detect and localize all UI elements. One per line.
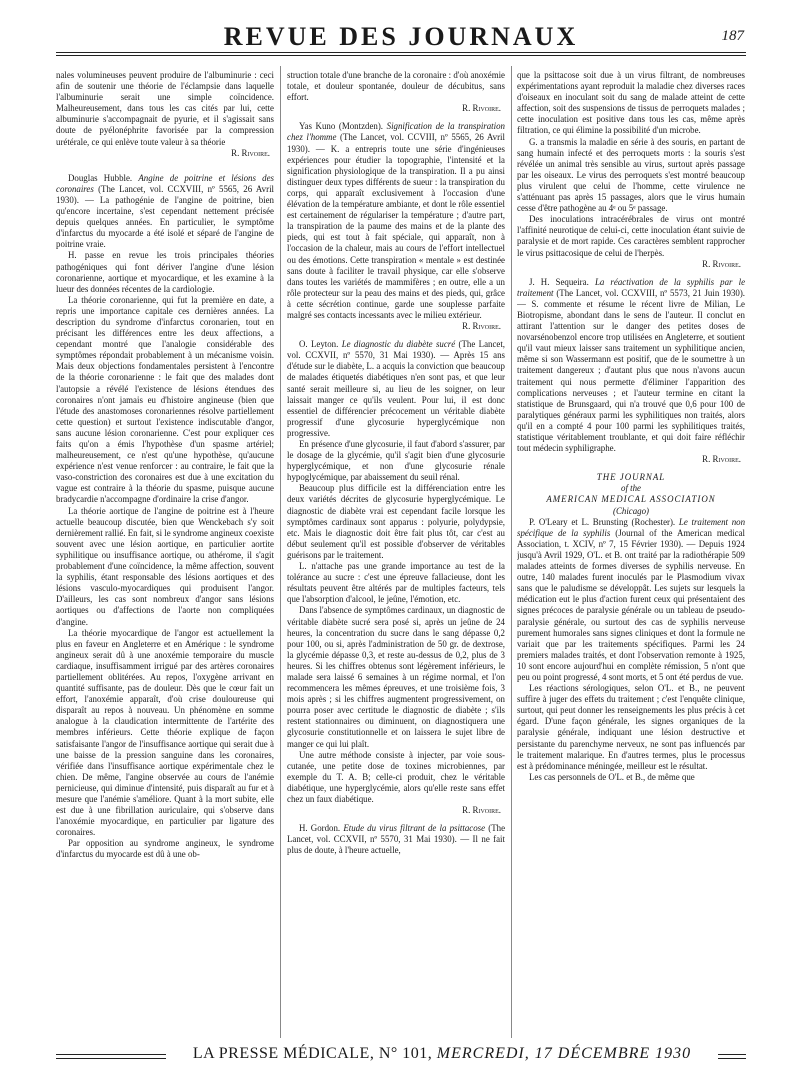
article-text: (The Lancet, vol. CCXVII, nº 5570, 31 Mai 1930). — Il ne fait plus de doute, à l'heure actuelle,: [287, 823, 505, 856]
paragraph: L. n'attache pas une grande importance au test de la tolérance au sucre : c'est une épreuve fallacieuse, dont les résultats peuvent être altérés par de multiples facteurs, tels que l'absorption d'alcool, le jeûne, l'émotion, etc.: [287, 561, 505, 605]
article-title: Etude du virus filtrant de la psittacose: [343, 823, 486, 834]
journal-heading: THE JOURNAL: [596, 472, 666, 483]
column-divider: [511, 66, 512, 1038]
footer-journal: LA PRESSE MÉDICALE, N° 101,: [192, 1045, 433, 1062]
article-text: (The Lancet, vol. CCVIII, nº 5565, 26 Avril 1930). — K. a entrepris toute une série d'ingénieuses expériences pour étudier la topographie, l'intensité et la signification physiologique de la transpiration. Il a pu ainsi distinguer deux types différents de sueur : la transpiration du corps, qui apparaît exclusivement à l'occasion d'une élévation de la température ambiante, et dont le rôle essentiel est certainement de régulariser la température ; d'autre part, la transpiration de la paume des mains et de la plante des pieds, qui est tout à fait spéciale, qui apparaît, non à l'occasion de la chaleur, mais au cours de l'effort intellectuel ou des émotions. Cette transpiration « mentale » est destinée sans doute à faciliter le travail physique, car elle s'observe dans toutes les variétés de mammifères ; en outre, elle a un rôle protecteur sur la peau des mains et des pieds, qui, grâce à cette sécrétion continue, garde une souplesse parfaite malgré ses contacts incessants avec le milieu extérieur.: [287, 132, 505, 320]
journal-heading: of the: [621, 483, 641, 494]
column-1: [56, 70, 274, 1038]
article-entry: [287, 339, 505, 439]
signature: R. Rivoire.: [462, 805, 501, 816]
paragraph: La théorie coronarienne, qui fut la première en date, a repris une importance capitale ces dernières années. La description du syndrome d'infarctus coronarien, tout en précisant les différences entre les deux affections, a cependant montré que l'analogie considérable des symptômes répondait probablement à un mécanisme voisin. Mais deux objections fondamentales persistent à l'encontre de la théorie coronarienne : le fait que des malades dont l'autopsie a révélé l'existence de lésions étendues des coronaires n'ont jamais eu d'histoire angineuse (bien que l'étude des anastomoses coronariennes résolve partiellement cette question) et surtout l'existence indiscutable d'angor, sans aucune lésion coronarienne. C'est pour expliquer ces faits qu'on a émis l'hypothèse d'un spasme artériel; malheureusement, ce n'est qu'une hypothèse, qu'aucune expérience n'est venue renforcer : au contraire, le fait que la vaso-constriction des coronaires est due à une excitation du vague est contraire à la théorie du spasme, puisque aucune bradycardie n'accompagne d'ordinaire la crise d'angor.: [56, 294, 274, 505]
article-entry: [287, 823, 505, 856]
article-entry: [517, 277, 745, 455]
article-author: P. O'Leary et L. Brunsting (Rochester).: [529, 516, 676, 527]
journal-heading: AMERICAN MEDICAL ASSOCIATION: [546, 494, 716, 505]
paragraph: Une autre méthode consiste à injecter, par voie sous-cutanée, une petite dose de toxines microbiennes, par exemple du T. A. B; celle-ci produit, chez le véritable diabétique, une hyperglycémie, alors qu'elle reste sans effet chez un faux diabétique.: [287, 749, 505, 804]
signature: R. Rivoire.: [462, 321, 501, 332]
column-2: [287, 70, 505, 1038]
page-footer: [56, 1044, 746, 1066]
article-entry: [287, 121, 505, 321]
article-title: Le traitement non spécifique de la syphilis: [517, 516, 745, 538]
column-3: [517, 70, 745, 1038]
paragraph: La théorie myocardique de l'angor est actuellement la plus en faveur en Angleterre et en Amérique : le syndrome angineux serait dû à une anoxémie temporaire du muscle cardiaque, insuffisamment irrigué par des artères coronaires partiellement oblitérées. Au repos, l'oxygène arrivant en quantité suffisante, pas de douleur. Dès que le cœur fait un effort, l'anoxémie apparaît, d'où crise douloureuse qui disparaît au repos à nouveau. Un phénomène en somme analogue à la claudication intermittente de l'artérite des membres inférieurs. Cette théorie explique de façon satisfaisante l'angor de l'insuffisance aortique qui serait due à une baisse de la pression sanguine dans les coronaires, vérifiée dans l'insuffisance aortique expérimentale chez le chien. De même, l'angine observée au cours de l'anémie pernicieuse, qui diminue d'intensité, puis disparaît au fur et à mesure que l'anémie s'améliore. Quant à la mort subite, elle est due à une fibrillation auriculaire, qui s'observe dans l'anoxémie myocardique, en particulier par ligature des coronaires.: [56, 627, 274, 838]
paragraph: Les cas personnels de O'L. et B., de même que: [529, 771, 695, 782]
signature: R. Rivoire.: [702, 454, 741, 465]
article-entry: [56, 173, 274, 251]
article-text: (The Lancet, vol. CCXVIII, nº 5573, 21 Juin 1930). — S. commente et résume le récent livre de Milian, Le Biotropisme, abondant dans le sens de l'auteur. Il conclut en attirant l'attention sur le danger des petites doses de novarsénobenzol encore trop utilisées en Angleterre, et soutient qu'il vaut mieux laisser sans traitement un syphilitique ancien, même si son Wassermann est positif, que de le soumettre à un traitement dangereux ; d'autant plus que nous n'avons aucun traitement qui nous permette d'éliminer l'apparition des complications nerveuses ; et l'auteur termine en citant la statistique de Brunsgaard, qui n'a trouvé que 0,6 pour 100 de paralytiques généraux parmi les syphilitiques non traités, alors qu'il en a compté 4 pour 100 parmi les syphilitiques traités, statistique véritablement troublante, et qui doit faire réfléchir tout médecin syphiligraphe.: [517, 287, 745, 454]
paragraph: G. a transmis la maladie en série à des souris, en partant de sang humain infecté et des perroquets morts : la souris s'est révélée un animal très sensible au virus, surtout après passage par les oiseaux. Le virus des perroquets s'est montré beaucoup plus virulent que celui de l'homme, cette virulence ne s'atténuant pas après 15 passages, alors que le virus humain cesse d'être pathogène au 4ᵉ ou 5ᵉ passage.: [517, 136, 745, 214]
article-text: (The Lancet, vol. CCXVIII, nº 5565, 26 Avril 1930). — La pathogénie de l'angine de poitrine, bien qu'encore incertaine, s'est cependant nettement précisée depuis quelques années. En particulier, le symptôme d'infarctus du myocarde a été isolé et séparé de l'angine de poitrine vraie.: [56, 183, 274, 250]
footer-text: [168, 1045, 716, 1063]
article-author: Yas Kuno (Montzden).: [299, 121, 383, 132]
article-text: (Journal of the American medical Association, t. XCIV, nº 7, 15 Février 1930). — Depuis 1924 jusqu'à Avril 1929, O'L. et B. ont traité par la radiothérapie 509 malades atteints de formes diverses de syphilis nerveuse. En outre, 140 malades furent inoculés par le Plasmodium vivax sans que le paludisme se développât. Les sujets sur lesquels la médication eut le plus d'action furent ceux qui présentaient des signes précoces de paralysie générale ou un tableau de pseudo-paralysie générale, ou surtout des cas de syphilis nerveuse purement humorales sans signes cliniques et dont la formule ne variait que par les traitements spécifiques. Parmi les 24 premiers malades traités, et dont l'observation remonte à 1925, 10 sont encore aujourd'hui en complète rémission, 5 n'ont que peu ou point progressé, 4 sont morts, et 5 ont été perdus de vue.: [517, 527, 745, 682]
article-author: Douglas Hubble.: [68, 172, 133, 183]
article-author: H. Gordon.: [299, 823, 341, 834]
article-title: Signification de la transpiration chez l'homme: [287, 121, 505, 143]
paragraph: La théorie aortique de l'angine de poitrine est à l'heure actuelle beaucoup discutée, bien que Wenckebach s'y soit dernièrement rallié. En fait, si le syndrome angineux coexiste souvent avec une lésion aortique, en particulier aortite syphilitique ou insuffisance aortique, ou athérome, il s'agit probablement d'une coïncidence, la même affection, souvent la syphilis, étant responsable des lésions aortiques et des lésions vasculo-myocardiques qui produisent l'angor. D'ailleurs, les cas sont nombreux d'angor sans lésions aortiques ou d'affections de l'aorte non compliquées d'angine.: [56, 505, 274, 627]
column-divider: [280, 66, 281, 1038]
footer-rule: [56, 1054, 166, 1059]
article-author: J. H. Sequeira.: [529, 276, 589, 287]
article-text: (The Lancet, vol. CCXVII, nº 5570, 31 Mai 1930). — Après 15 ans d'étude sur le diabète, L. a acquis la conviction que beaucoup de malades étiquetés diabétiques n'en sont pas, et que leur santé serait meilleure si, au lieu de les soigner, on leur laissait manger ce qu'ils veulent. Pour lui, il est donc essentiel de différencier précocement un véritable diabète progressif d'une glycosurie hyperglycémique non progressive.: [287, 339, 505, 438]
paragraph: Des inoculations intracérébrales de virus ont montré l'affinité neurotique de celui-ci, cette inoculation étant suivie de paralysie et de mort rapide. Ces caractères semblent rapprocher le virus psittacosique de celui de l'herpès.: [517, 214, 745, 258]
article-entry: [517, 517, 745, 683]
footer-rule: [718, 1054, 746, 1059]
paragraph: H. passe en revue les trois principales théories pathogéniques qui font dériver l'angine d'une lésion coronarienne, aortique et myocardique, et les examine à la lueur des données récentes de la cardiologie.: [56, 250, 274, 294]
article-title: La réactivation de la syphilis par le traitement: [517, 276, 745, 298]
paragraph: struction totale d'une branche de la coronaire : d'où anoxémie totale, et douleur spontanée, douleur de décubitus, sans effort.: [287, 70, 505, 103]
paragraph: Beaucoup plus difficile est la différenciation entre les deux variétés décrites de glycosurie hyperglycémique. Le diagnostic de diabète vrai est cependant facile lorsque les symptômes cardinaux sont apparus : polyurie, polydypsie, etc. Mais le diagnostic doit être fait plus tôt, car c'est au début seulement qu'il est possible d'observer de véritables guérisons par le traitement.: [287, 483, 505, 560]
paragraph: En présence d'une glycosurie, il faut d'abord s'assurer, par le dosage de la glycémie, qu'il s'agit bien d'une glycosurie hyperglycémique, et non d'une glycosurie rénale hypoglycémique, par abaissement du seuil rénal.: [287, 439, 505, 483]
article-title: Angine de poitrine et lésions des coronaires: [56, 172, 274, 194]
header-rule: [56, 52, 746, 56]
paragraph: nales volumineuses peuvent produire de l'albuminurie : ceci afin de soutenir une théorie de l'éclampsie dans laquelle l'albuminurie serait une simple coïncidence. Malheureusement, dans tous les cas cités par lui, cette albuminurie s'accompagnait de pyurie, et il s'agissait sans doute de pyélonéphrite favorisée par la compression urétérale, ce qui enlève toute valeur à sa théorie: [56, 70, 274, 147]
page-header: [56, 20, 746, 50]
signature: R. Rivoire.: [231, 147, 270, 158]
signature: R. Rivoire.: [702, 258, 741, 269]
signature: R. Rivoire.: [462, 103, 501, 114]
paragraph: Dans l'absence de symptômes cardinaux, un diagnostic de véritable diabète sucré sera posé si, après un jeûne de 24 heures, la concentration du sucre dans le sang dépasse 0,2 pour 100, ou si, après l'administration de 50 gr. de dextrose, la glycémie dépasse 0,3, et reste au-dessus de 0,2, plus de 3 heures. Si les chiffres obtenus sont légèrement inférieurs, le malade sera laissé 6 semaines à un régime normal, et l'on recommencera les mêmes épreuves, et une troisième fois, 3 mois après ; si les chiffres augmentent progressivement, on pourra poser avec certitude le diagnostic de diabète ; s'ils restent stationnaires ou diminuent, on diagnostiquera une glycosurie constitutionnelle et on laissera le sujet libre de manger ce qui lui plaît.: [287, 605, 505, 749]
journal-heading: (Chicago): [613, 505, 649, 516]
article-author: O. Leyton.: [299, 339, 339, 350]
page-number: 187: [721, 28, 744, 44]
paragraph: que la psittacose soit due à un virus filtrant, de nombreuses expérimentations ayant reproduit la maladie chez diverses races d'oiseaux en inoculant soit du sang de malade atteint de cette affection, soit des suspensions de tissus de perroquets malades ; cette inoculation est positive dans tous les cas, même après filtration, ce qui élimine la possibilité d'un microbe.: [517, 70, 745, 136]
article-title: Le diagnostic du diabète sucré: [341, 339, 456, 350]
paragraph: Les réactions sérologiques, selon O'L. et B., ne peuvent suffire à juger des effets du traitement ; c'est l'enquête clinique, surtout, qui peut donner les renseignements les plus précis à cet égard. D'une façon générale, les signes organiques de la paralysie générale, indiquant une lésion destructive et persistante du parenchyme nerveux, ne sont pas influencés par le traitement malarique. En d'autres termes, plus le processus est à prédominance méningée, meilleur est le résultat.: [517, 683, 745, 771]
footer-date: MERCREDI, 17 DÉCEMBRE 1930: [436, 1045, 692, 1062]
running-title: REVUE DES JOURNAUX: [223, 22, 579, 51]
paragraph: Par opposition au syndrome angineux, le syndrome d'infarctus du myocarde est dû à une ob-: [56, 838, 274, 860]
